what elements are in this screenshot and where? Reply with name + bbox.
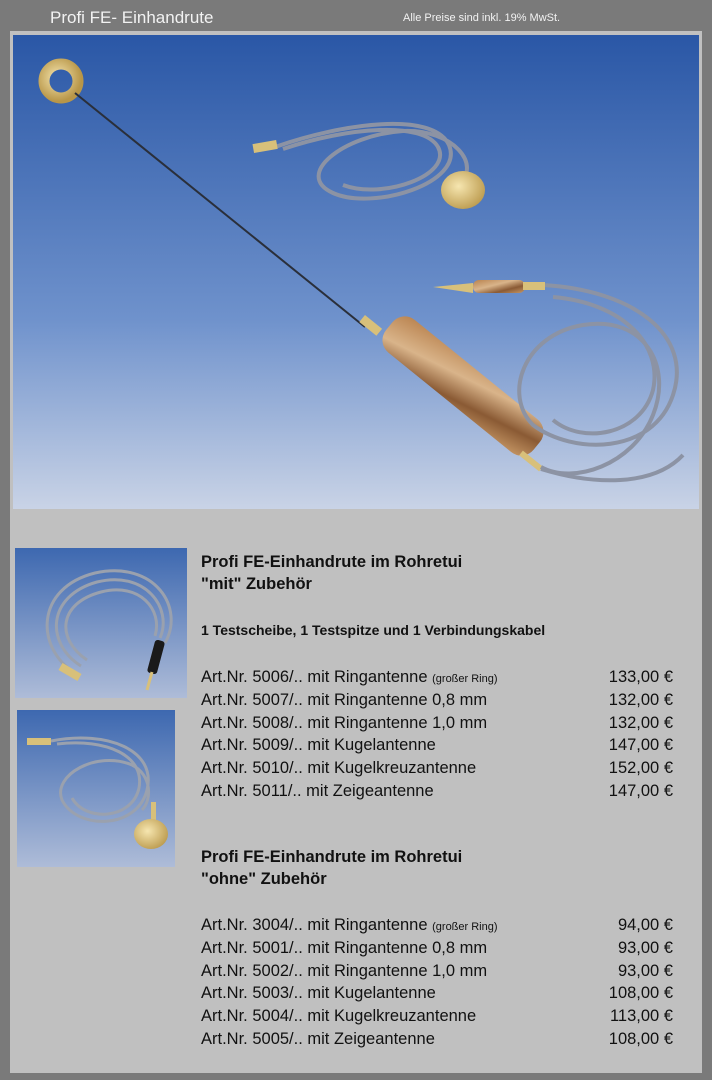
accessories-text: 1 Testscheibe, 1 Testspitze und 1 Verbindungskabel xyxy=(201,622,546,638)
product-photo xyxy=(13,35,699,509)
article-description xyxy=(201,962,487,981)
price-note: Alle Preise sind inkl. 19% MwSt. xyxy=(403,12,561,24)
article-text: Art.Nr. 5009/.. mit Kugelantenne xyxy=(201,736,436,755)
price-row xyxy=(201,962,677,985)
article-price: 93,00 € xyxy=(617,938,673,957)
article-description xyxy=(201,691,487,710)
price-row xyxy=(201,782,677,805)
article-description xyxy=(201,668,498,687)
article-price: 147,00 € xyxy=(608,782,673,800)
price-row xyxy=(201,736,677,759)
top-bar xyxy=(0,0,712,30)
price-row xyxy=(201,759,677,782)
article-description xyxy=(201,1007,476,1026)
article-text: Art.Nr. 3004/.. mit Ringantenne xyxy=(201,916,433,934)
article-text: Art.Nr. 5001/.. mit Ringantenne 0,8 mm xyxy=(201,938,488,957)
article-price: 132,00 € xyxy=(608,690,673,709)
price-row xyxy=(201,668,677,691)
test-disc-photo xyxy=(17,710,175,867)
section-with-title-line1: Profi FE-Einhandrute im Rohretui xyxy=(201,553,463,571)
cable-photo xyxy=(15,548,187,698)
article-price: 133,00 € xyxy=(608,668,673,686)
section-with-title xyxy=(201,551,462,595)
price-row xyxy=(201,1030,677,1053)
article-description xyxy=(201,782,434,801)
article-description xyxy=(201,759,476,778)
article-price: 108,00 € xyxy=(608,1030,673,1048)
article-text: Art.Nr. 5002/.. mit Ringantenne 1,0 mm xyxy=(201,961,488,980)
price-row xyxy=(201,984,677,1007)
article-note: (großer Ring) xyxy=(432,921,498,933)
price-row xyxy=(201,1007,677,1030)
article-text: Art.Nr. 5005/.. mit Zeigeantenne xyxy=(201,1030,435,1048)
article-text: Art.Nr. 5004/.. mit Kugelkreuzantenne xyxy=(201,1007,477,1026)
article-description xyxy=(201,916,498,935)
article-text: Art.Nr. 5010/.. mit Kugelkreuzantenne xyxy=(201,759,477,778)
article-price: 93,00 € xyxy=(617,961,673,980)
section-without-title-line2: "ohne" Zubehör xyxy=(201,870,327,888)
article-text: Art.Nr. 5008/.. mit Ringantenne 1,0 mm xyxy=(201,713,488,732)
article-price: 132,00 € xyxy=(608,713,673,732)
article-price: 152,00 € xyxy=(608,759,673,778)
article-text: Art.Nr. 5003/.. mit Kugelantenne xyxy=(201,984,436,1003)
article-note: (großer Ring) xyxy=(432,673,498,685)
article-description xyxy=(201,736,436,755)
article-price: 113,00 € xyxy=(609,1007,673,1026)
price-row xyxy=(201,691,677,714)
section-without-title-line1: Profi FE-Einhandrute im Rohretui xyxy=(201,848,463,866)
section-with-title-line2: "mit" Zubehör xyxy=(201,575,312,593)
price-row xyxy=(201,939,677,962)
article-description xyxy=(201,714,487,733)
article-description xyxy=(201,939,487,958)
article-price: 108,00 € xyxy=(608,984,673,1003)
page-title: Profi FE- Einhandrute xyxy=(50,8,214,27)
article-text: Art.Nr. 5011/.. mit Zeigeantenne xyxy=(201,782,434,800)
section-without-title xyxy=(201,846,462,890)
price-row xyxy=(201,916,677,939)
article-description xyxy=(201,1030,435,1049)
article-price: 94,00 € xyxy=(617,916,673,934)
article-description xyxy=(201,984,436,1003)
article-price: 147,00 € xyxy=(608,736,673,755)
article-text: Art.Nr. 5007/.. mit Ringantenne 0,8 mm xyxy=(201,690,488,709)
price-row xyxy=(201,714,677,737)
article-text: Art.Nr. 5006/.. mit Ringantenne xyxy=(201,668,433,686)
